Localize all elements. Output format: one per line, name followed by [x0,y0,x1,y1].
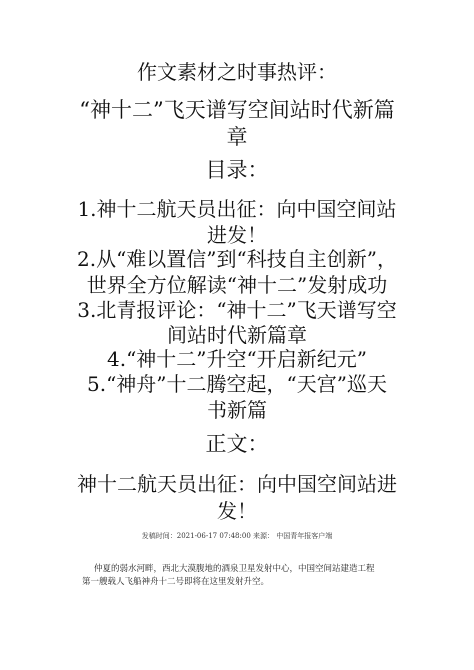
toc-heading: 目录： [205,158,269,182]
subtitle-line: 章 [226,125,248,149]
article-title-line: 发！ [217,499,257,523]
toc-item-line: 3.北青报评论：“神十二”飞天谱写空 [77,298,397,322]
article-title-line: 神十二航天员出征：向中国空间站进 [77,472,397,496]
toc-item-line: 4.“神十二”升空“开启新纪元” [107,347,367,371]
body-heading: 正文： [205,432,269,456]
toc-item-line: 2.从“难以置信”到“科技自主创新”， [77,247,397,271]
article-paragraph-line: 仲夏的弱水河畔，西北大漠腹地的酒泉卫星发射中心，中国空间站建造工程 [94,564,375,574]
toc-item-line: 世界全方位解读“神十二”发射成功 [86,273,388,297]
toc-item-line: 1.神十二航天员出征：向中国空间站 [77,197,397,221]
toc-item-line: 书新篇 [207,398,267,422]
article-paragraph-line: 第一艘载人飞船神舟十二号即将在这里发射升空。 [82,577,270,587]
article-meta: 发稿时间：2021-06-17 07:48:00 来源： 中国青年报客户端 [141,532,333,540]
document-title: 作文素材之时事热评： [137,60,337,84]
subtitle-line: “神十二”飞天谱写空间站时代新篇 [79,98,395,122]
toc-item-line: 间站时代新篇章 [167,323,307,347]
toc-item-line: 5.“神舟”十二腾空起，“天宫”巡天 [87,372,387,396]
toc-item-line: 进发！ [207,223,267,247]
